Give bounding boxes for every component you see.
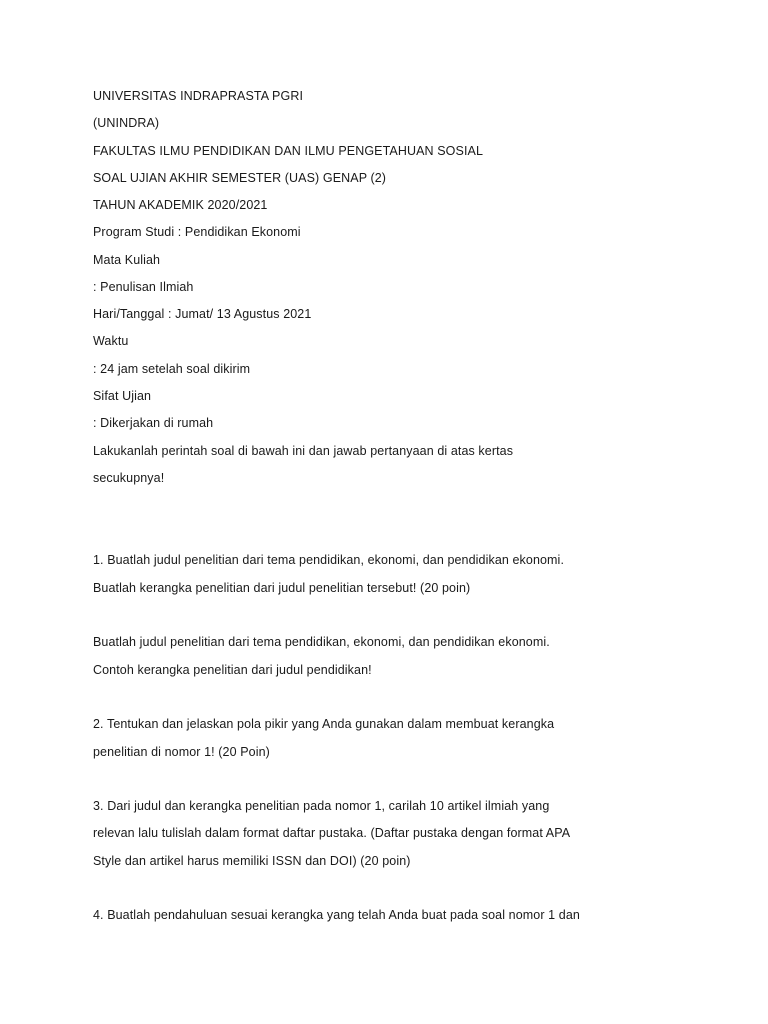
faculty-name: FAKULTAS ILMU PENDIDIKAN DAN ILMU PENGETAHUAN SOSIAL <box>93 144 484 158</box>
instructions-line-1: Lakukanlah perintah soal di bawah ini dan jawab pertanyaan di atas kertas <box>93 444 514 458</box>
exam-date: Hari/Tanggal : Jumat/ 13 Agustus 2021 <box>93 307 312 321</box>
time-value: : 24 jam setelah soal dikirim <box>93 362 251 376</box>
question-2-line-2: penelitian di nomor 1! (20 Poin) <box>93 745 270 759</box>
university-name: UNIVERSITAS INDRAPRASTA PGRI <box>93 89 304 103</box>
course-label: Mata Kuliah <box>93 253 161 267</box>
university-abbreviation: (UNINDRA) <box>93 116 160 130</box>
question-4-line-1: 4. Buatlah pendahuluan sesuai kerangka yang telah Anda buat pada soal nomor 1 dan <box>93 908 580 922</box>
question-1-line-2: Buatlah kerangka penelitian dari judul penelitian tersebut! (20 poin) <box>93 581 471 595</box>
question-1b-line-2: Contoh kerangka penelitian dari judul pendidikan! <box>93 663 372 677</box>
instructions-line-2: secukupnya! <box>93 471 165 485</box>
time-label: Waktu <box>93 334 129 348</box>
course-value: : Penulisan Ilmiah <box>93 280 194 294</box>
exam-nature-value: : Dikerjakan di rumah <box>93 416 214 430</box>
exam-title: SOAL UJIAN AKHIR SEMESTER (UAS) GENAP (2) <box>93 171 387 185</box>
study-program: Program Studi : Pendidikan Ekonomi <box>93 225 301 239</box>
exam-nature-label: Sifat Ujian <box>93 389 152 403</box>
question-3-line-2: relevan lalu tulislah dalam format daftar pustaka. (Daftar pustaka dengan format APA <box>93 826 571 840</box>
question-1-line-1: 1. Buatlah judul penelitian dari tema pendidikan, ekonomi, dan pendidikan ekonomi. <box>93 553 565 567</box>
question-2-line-1: 2. Tentukan dan jelaskan pola pikir yang Anda gunakan dalam membuat kerangka <box>93 717 555 731</box>
academic-year: TAHUN AKADEMIK 2020/2021 <box>93 198 268 212</box>
question-3-line-3: Style dan artikel harus memiliki ISSN dan DOI) (20 poin) <box>93 854 411 868</box>
question-3-line-1: 3. Dari judul dan kerangka penelitian pada nomor 1, carilah 10 artikel ilmiah yang <box>93 799 550 813</box>
question-1b-line-1: Buatlah judul penelitian dari tema pendidikan, ekonomi, dan pendidikan ekonomi. <box>93 635 550 649</box>
